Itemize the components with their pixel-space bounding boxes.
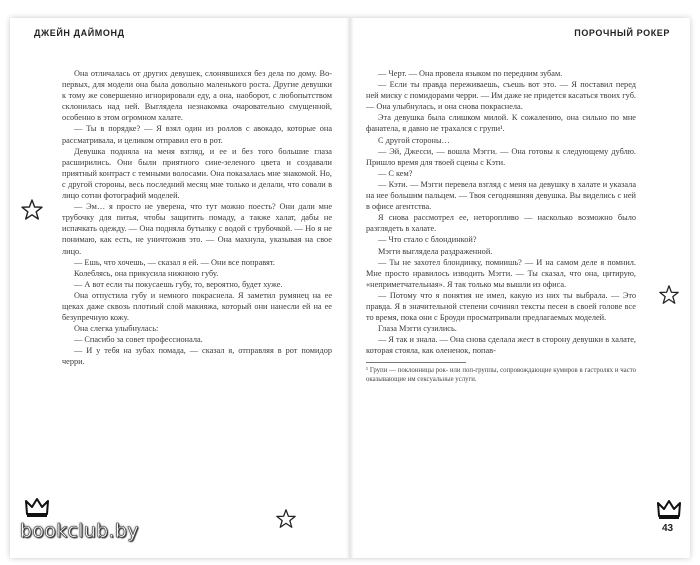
paragraph: Девушка подняла на меня взгляд, и ее и без того большие глаза расширились. Они были приятного сине-зеленого цвета и создавали приятный контраст с темными волосами. Она показалась мне знакомой. Но, с другой стороны, весь последний месяц мне только и делали, что совали в лицо сотни фотографий моделей. bbox=[62, 146, 332, 201]
paragraph: Она слегка улыбнулась: bbox=[74, 324, 159, 334]
paragraph: — Что стало с блондинкой? bbox=[378, 235, 477, 245]
star-icon bbox=[658, 284, 680, 306]
paragraph: — Если ты правда переживаешь, съешь вот это. — Я поставил перед ней миску с помидорами черри. — Им даже не придется касаться твоих губ. — Она улыбнулась, и она снова покраснела. bbox=[366, 80, 636, 112]
paragraph: — Ты в порядке? — Я взял один из роллов с авокадо, которые она рассматривала, и целиком отправил его в рот. bbox=[62, 124, 332, 145]
paragraph: Я снова рассмотрел ее, неторопливо — насколько возможно было разглядеть в халате. bbox=[366, 213, 636, 234]
paragraph: — Потому что я понятия не имел, какую из них ты выбрала. — Это правда. Я в значительной степени сочинял тексты песен в своей голове все то время, пока они с Броуди просматривали предлагаемых моделей. bbox=[366, 290, 636, 323]
running-head-title: ПОРОЧНЫЙ РОКЕР bbox=[574, 28, 670, 38]
paragraph: Она отличалась от других девушек, слонявшихся без дела по дому. Во-первых, для модели она была довольно маленького роста. Другие девушки к тому же совершенно игнорировали еду, а она, наоборот, с любопытством склонилась над ней. Выглядела незнакомка очаровательно смущенной, особенно в этом огромном халате. bbox=[62, 69, 332, 123]
paragraph: Мэгги выглядела раздраженной. bbox=[378, 246, 493, 256]
paragraph: — Эм… я просто не уверена, что тут можно поесть? Они дали мне трубочку для питья, чтобы защитить помаду, а также халат, дабы не испачкать одежду. — Она подняла бутылку с водой с трубочкой. — Но я не понимаю, как есть, не уничтожив это. — Она махнула, указывая на свое лицо. bbox=[62, 202, 332, 256]
paragraph: — Спасибо за совет профессионала. bbox=[74, 335, 203, 345]
paragraph: — Кэти. — Мэгги перевела взгляд с меня на девушку в халате и указала на нее большим пальцем. — Твоя сегодняшняя девушка. Вы виделись с ней в офисе агентства. bbox=[366, 179, 636, 212]
paragraph: — Ты не захотел блондинку, помнишь? — И на самом деле я помнил. Мне просто нравилось изводить Мэгги. — Ты сказал, что она, цитирую, «неприметчательная». Я так только мы вышли из офиса. bbox=[366, 257, 636, 289]
paragraph: С другой стороны… bbox=[378, 135, 450, 145]
paragraph: Она отпустила губу и немного покраснела. Я заметил румянец на ее щеках даже сквозь плотный слой макияжа, который они нанесли ей на ее безупречную кожу. bbox=[62, 290, 332, 323]
paragraph: — С кем? bbox=[378, 168, 413, 178]
paragraph: — Ешь, что хочешь, — сказал я ей. — Они все поправят. bbox=[74, 257, 275, 267]
left-page bbox=[10, 18, 350, 558]
paragraph: — Эй, Джесси, — вошла Мэгги. — Она готовы к следующему дублю. Пришло время для твоей сцены с Кэти. bbox=[366, 146, 636, 167]
crown-icon bbox=[24, 496, 50, 518]
watermark: bookclub.by bbox=[20, 520, 139, 542]
page-number: 43 bbox=[662, 523, 674, 534]
paragraph: — Я так и знала. — Она снова сделала жест в сторону девушки в халате, которая стояла, как олененок, попав- bbox=[366, 335, 636, 356]
star-icon bbox=[275, 508, 297, 530]
left-page-text bbox=[62, 68, 332, 508]
running-head-author: ДЖЕЙН ДАЙМОНД bbox=[34, 28, 125, 38]
paragraph: — А вот если ты покусаешь губу, то, вероятно, будет хуже. bbox=[74, 279, 283, 289]
footnote: ¹ Групи — поклонницы рок- или поп-группы, сопровождающие кумиров в гастролях и часто оказывающие им сексуальные услуги. bbox=[366, 367, 636, 383]
book-spread bbox=[10, 18, 690, 558]
paragraph: Колеблясь, она прикусила нижнюю губу. bbox=[74, 268, 219, 278]
crown-icon bbox=[656, 498, 682, 520]
paragraph: Эта девушка была слишком милой. К сожалению, она сильно по мне фанатела, я давно не трахался с групи¹. bbox=[366, 113, 636, 134]
right-page bbox=[350, 18, 690, 558]
paragraph: — И у тебя на зубах помада, — сказал я, отправляя в рот помидор черри. bbox=[62, 346, 332, 367]
star-icon bbox=[20, 198, 44, 222]
paragraph: — Черт. — Она провела языком по передним зубам. bbox=[378, 69, 563, 78]
paragraph: Глаза Мэгги сузились. bbox=[378, 324, 457, 334]
right-page-text bbox=[366, 68, 636, 538]
